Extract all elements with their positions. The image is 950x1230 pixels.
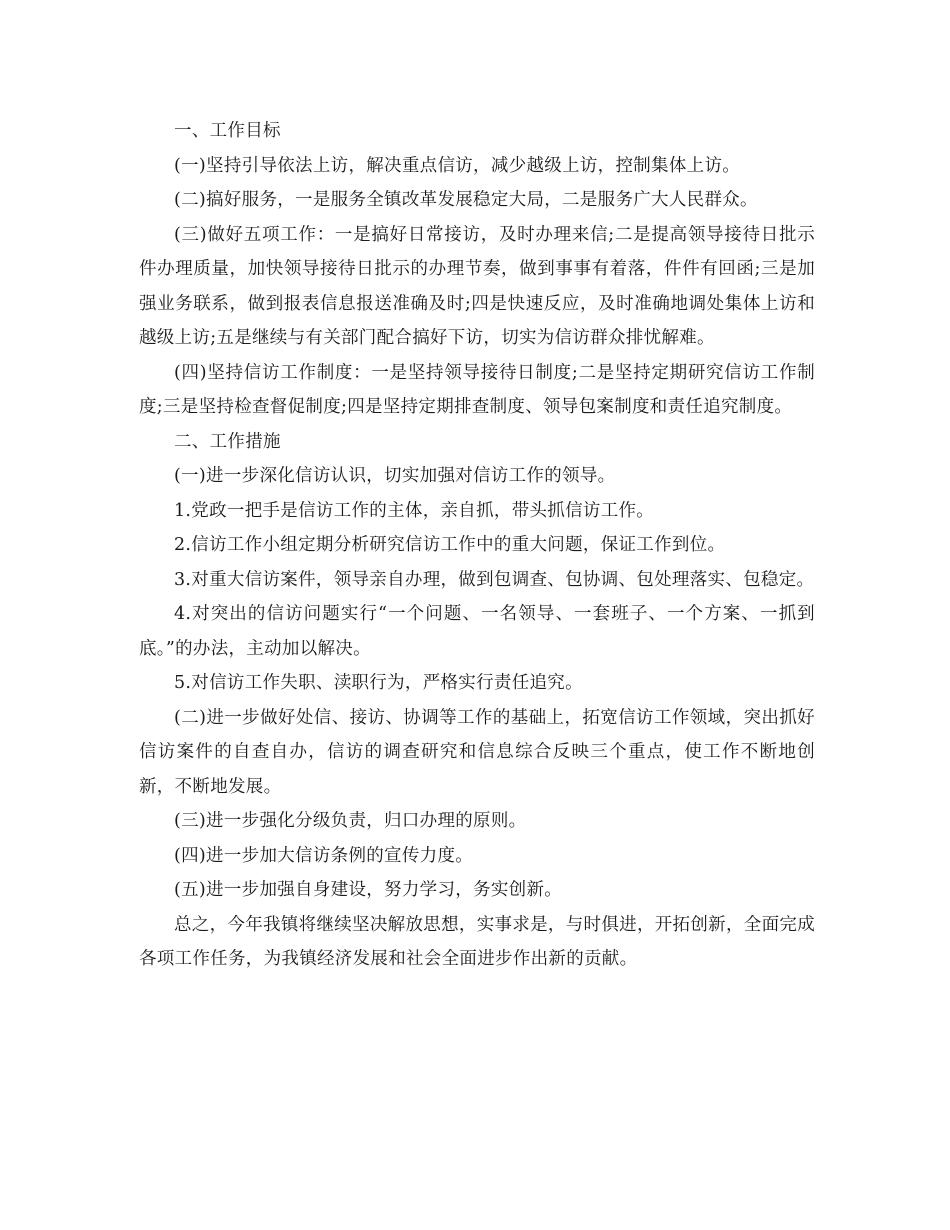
document-body xyxy=(139,114,815,977)
section-heading-measures: 二、工作措施 xyxy=(174,431,281,452)
paragraph-goal-4: (四)坚持信访工作制度：一是坚持领导接待日制度;二是坚持定期研究信访工作制度;三是坚持检查督促制度;四是坚持定期排查制度、领导包案制度和责任追究制度。 xyxy=(139,362,815,417)
paragraph-goal-1: (一)坚持引导依法上访，解决重点信访，减少越级上访，控制集体上访。 xyxy=(174,155,741,176)
section-heading-goals: 一、工作目标 xyxy=(174,121,281,141)
paragraph-measure-1-item-5: 5.对信访工作失职、渎职行为，严格实行责任追究。 xyxy=(174,673,583,693)
paragraph-conclusion: 总之，今年我镇将继续坚决解放思想，实事求是，与时俱进，开拓创新，全面完成各项工作任务，为我镇经济发展和社会全面进步作出新的贡献。 xyxy=(139,914,815,969)
paragraph-measure-1-item-3: 3.对重大信访案件，领导亲自办理，做到包调查、包协调、包处理落实、包稳定。 xyxy=(174,569,815,590)
paragraph-measure-1-item-4: 4.对突出的信访问题实行“一个问题、一名领导、一套班子、一个方案、一抓到底。”的办法，主动加以解决。 xyxy=(139,604,815,659)
paragraph-measure-3: (三)进一步强化分级负责，归口办理的原则。 xyxy=(174,811,527,831)
paragraph-goal-3: (三)做好五项工作：一是搞好日常接访，及时办理来信;二是提高领导接待日批示件办理质量，加快领导接待日批示的办理节奏，做到事事有着落，件件有回函;三是加强业务联系，做到报表信息报送准确及时;四是快速反应，及时准确地调处集体上访和越级上访;五是继续与有关部门配合搞好下访，切实为信访群众排忧解难。 xyxy=(139,224,815,348)
paragraph-measure-1: (一)进一步深化信访认识，切实加强对信访工作的领导。 xyxy=(174,466,616,486)
paragraph-measure-4: (四)进一步加大信访条例的宣传力度。 xyxy=(174,845,474,866)
paragraph-goal-2: (二)搞好服务，一是服务全镇改革发展稳定大局，二是服务广大人民群众。 xyxy=(174,190,758,210)
paragraph-measure-5: (五)进一步加强自身建设，努力学习，务实创新。 xyxy=(174,880,563,900)
paragraph-measure-2: (二)进一步做好处信、接访、协调等工作的基础上，拓宽信访工作领域，突出抓好信访案件的自查自办，信访的调查研究和信息综合反映三个重点，使工作不断地创新，不断地发展。 xyxy=(139,707,815,797)
paragraph-measure-1-item-2: 2.信访工作小组定期分析研究信访工作中的重大问题，保证工作到位。 xyxy=(174,535,726,555)
paragraph-measure-1-item-1: 1.党政一把手是信访工作的主体，亲自抓，带头抓信访工作。 xyxy=(174,500,655,521)
